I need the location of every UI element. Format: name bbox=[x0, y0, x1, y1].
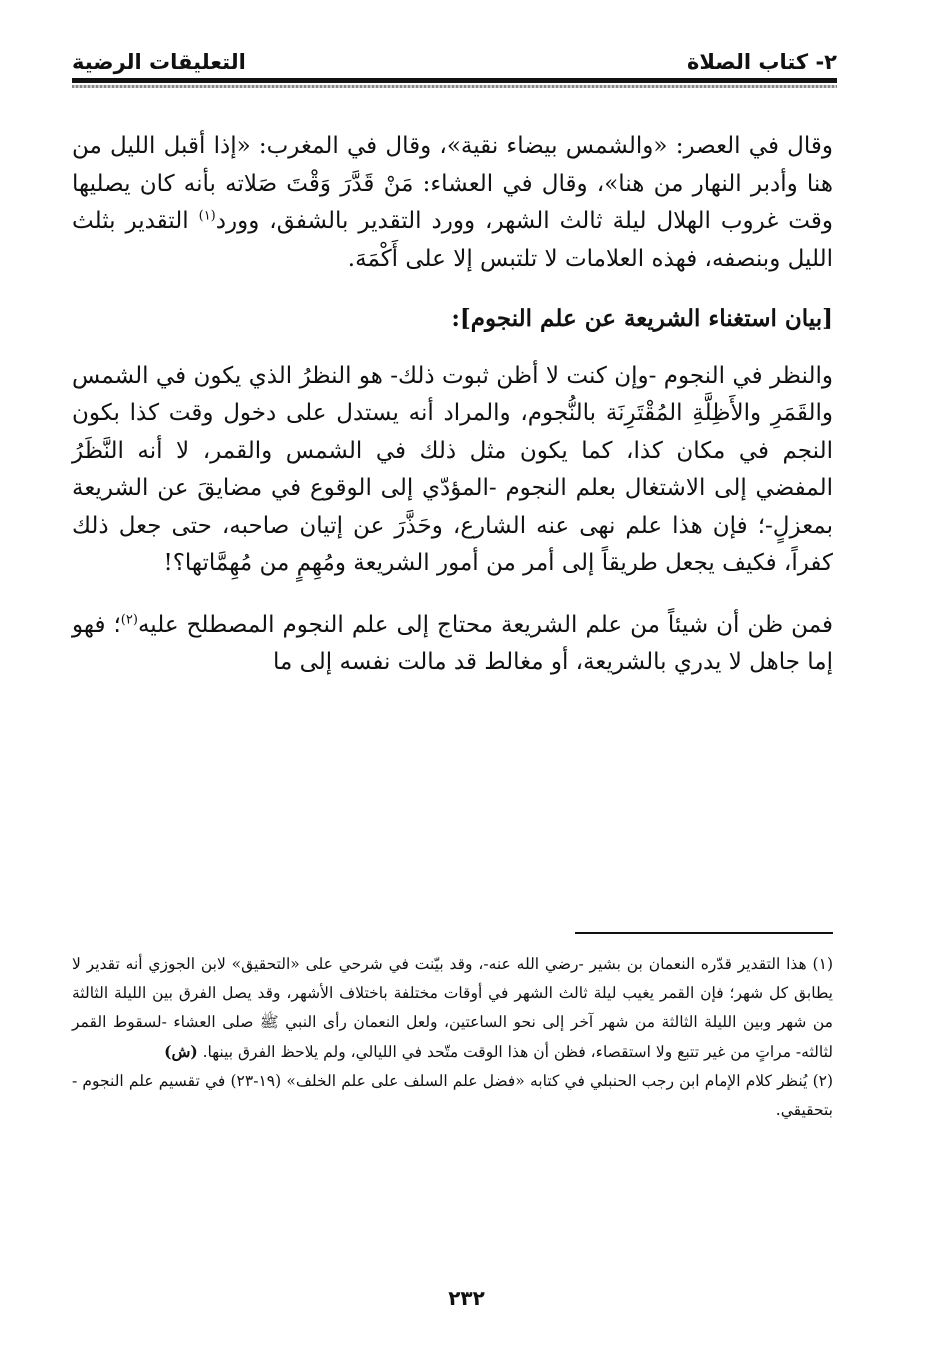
footnote-separator bbox=[575, 932, 833, 934]
header-chapter-title: ٢- كتاب الصلاة bbox=[686, 50, 837, 74]
paragraph-1: وقال في العصر: «والشمس بيضاء نقية»، وقال في المغرب: «إذا أقبل الليل من هنا وأدبر النهار من هنا»، وقال في العشاء: مَنْ قَدَّرَ وَقْتَ صَلاته بأنه كان يصليها وقت غروب الهلال ليلة ثالث الشهر، وورد التقدير بالشفق، وورد$^{(١)}$ التقدير بثلث الليل وبنصفه، فهذه العلامات لا تلتبس إلا على أَكْمَهَ. bbox=[72, 133, 833, 272]
page-number: ٢٣٢ bbox=[448, 1286, 485, 1310]
header-rule bbox=[72, 78, 837, 83]
header-rule-dotted bbox=[72, 85, 837, 88]
header-book-title: التعليقات الرضية bbox=[72, 50, 246, 74]
running-header bbox=[72, 40, 837, 74]
footnotes bbox=[72, 950, 833, 1125]
paragraph-2: والنظر في النجوم -وإن كنت لا أظن ثبوت ذلك- هو النظرُ الذي يكون في الشمس والقَمَرِ والأَظِلَّةِ المُقْتَرِنَة بالنُّجوم، والمراد أنه يستدل على دخول وقت كذا بكون النجم في مكان كذا، كما يكون مثل ذلك في الشمس والقمر، لا أنه النَّظَرُ المفضي إلى الاشتغال بعلم النجوم -المؤدّي إلى الوقوع في مضايقَ عن الشريعة بمعزلٍ-؛ فإن هذا علم نهى عنه الشارع، وحَذَّرَ عن إتيان صاحبه، حتى جعل ذلك كفراً، فكيف يجعل طريقاً إلى أمر من أمور الشريعة ومُهِمٍ من مُهِمَّاتها؟! bbox=[72, 362, 833, 576]
paragraph-3: فمن ظن أن شيئاً من علم الشريعة محتاج إلى علم النجوم المصطلح عليه$^{(٢)}$؛ فهو إما جاهل لا يدري بالشريعة، أو مغالط قد مالت نفسه إلى ما bbox=[72, 611, 833, 675]
footnote-ref-1: (١) bbox=[198, 208, 216, 224]
footnote-2: (٢) يُنظر كلام الإمام ابن رجب الحنبلي في كتابه «فضل علم السلف على علم الخلف» (١٩-٢٣) في تقسيم علم النجوم - بتحقيقي. bbox=[72, 1072, 834, 1119]
footnote-1-mark: (ش) bbox=[164, 1042, 198, 1061]
footnote-1: (١) هذا التقدير قدّره النعمان بن بشير -رضي الله عنه-، وقد بيّنت في شرحي على «التحقيق» لابن الجوزي أنه تقدير لا يطابق كل شهر؛ فإن القمر يغيب ليلة ثالث الشهر في أوقات مختلفة باختلاف الأشهر، وقد يصل الفرق بين الليلة الثالثة من شهر وبين الليلة الثالثة من شهر آخر إلى نحو الساعتين، ولعل النعمان رأى النبي ﷺ صلى العشاء -لسقوط القمر لثالثه- مراتٍ من غير تتبع ولا استقصاء، فظن أن هذا الوقت متّحد في الليالي، ولم يلاحظ الفرق بينها. (ش) bbox=[72, 955, 833, 1061]
main-text bbox=[72, 128, 833, 682]
section-heading: [بيان استغناء الشريعة عن علم النجوم]: bbox=[451, 305, 833, 332]
footnote-ref-2: (٢) bbox=[120, 611, 138, 627]
